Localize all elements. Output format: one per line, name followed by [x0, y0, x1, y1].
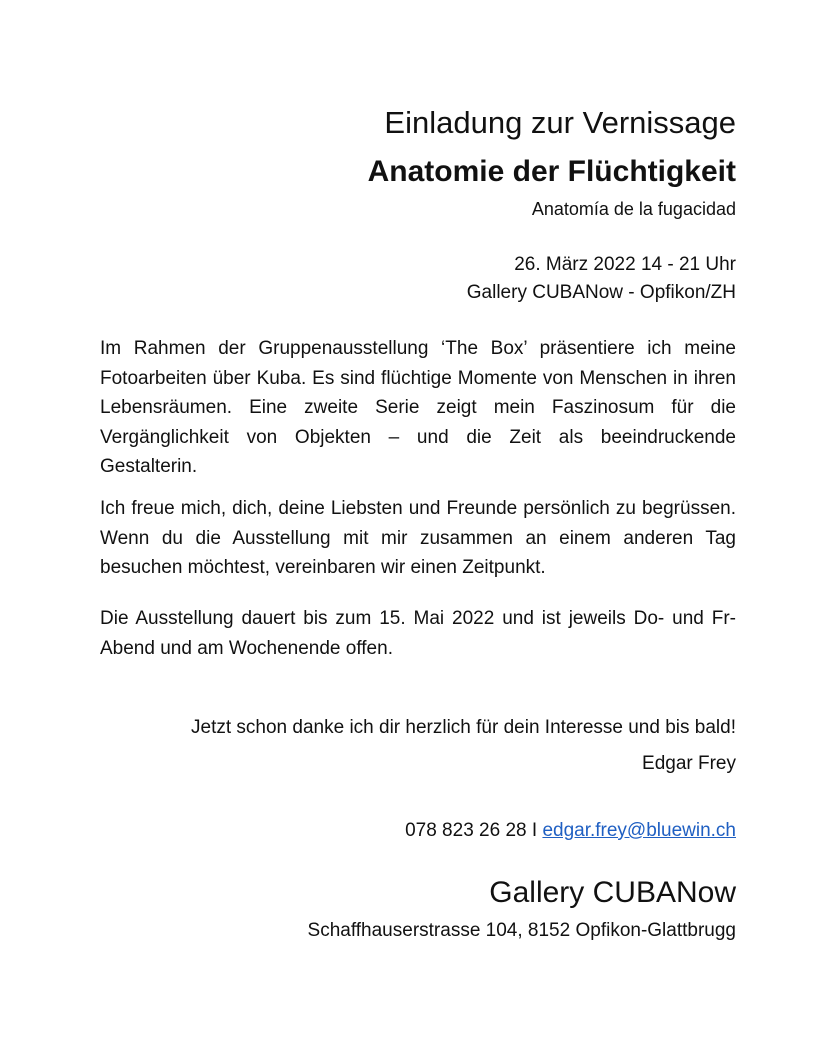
- invitation-heading: Einladung zur Vernissage: [384, 105, 736, 140]
- event-venue: Gallery CUBANow - Opfikon/ZH: [466, 282, 736, 303]
- event-date-time: 26. März 2022 14 - 21 Uhr: [514, 254, 736, 275]
- phone-number: 078 823 26 28: [405, 820, 527, 841]
- exhibition-title: Anatomie der Flüchtigkeit: [367, 155, 736, 188]
- body-paragraph-greeting: Ich freue mich, dich, deine Liebsten und Freunde persönlich zu begrüssen. Wenn du die Ausstellung mit mir zusammen an einem anderen Tag besuchen möchtest, vereinbaren wir einen Zeitpunkt.: [100, 498, 736, 578]
- contact-separator: I: [526, 820, 543, 841]
- signature-name: Edgar Frey: [642, 753, 736, 774]
- contact-line: [405, 817, 736, 845]
- email-link[interactable]: edgar.frey@bluewin.ch: [542, 820, 736, 841]
- gallery-name: Gallery CUBANow: [489, 876, 736, 909]
- body-paragraph-intro: Im Rahmen der Gruppenausstellung ‘The Box’ präsentiere ich meine Fotoarbeiten über Kuba. Es sind flüchtige Momente von Menschen in ihren Lebensräumen. Eine zweite Serie zeigt mein Faszinosum für die Vergänglichkeit von Objekten – und die Zeit als beeindruckende Gestalterin.: [100, 338, 736, 477]
- exhibition-subtitle: Anatomía de la fugacidad: [531, 199, 736, 219]
- gallery-address: Schaffhauserstrasse 104, 8152 Opfikon-Glattbrugg: [307, 920, 736, 941]
- closing-line: Jetzt schon danke ich dir herzlich für dein Interesse und bis bald!: [191, 717, 736, 738]
- body-paragraph-dates: Die Ausstellung dauert bis zum 15. Mai 2022 und ist jeweils Do- und Fr-Abend und am Wochenende offen.: [100, 608, 736, 659]
